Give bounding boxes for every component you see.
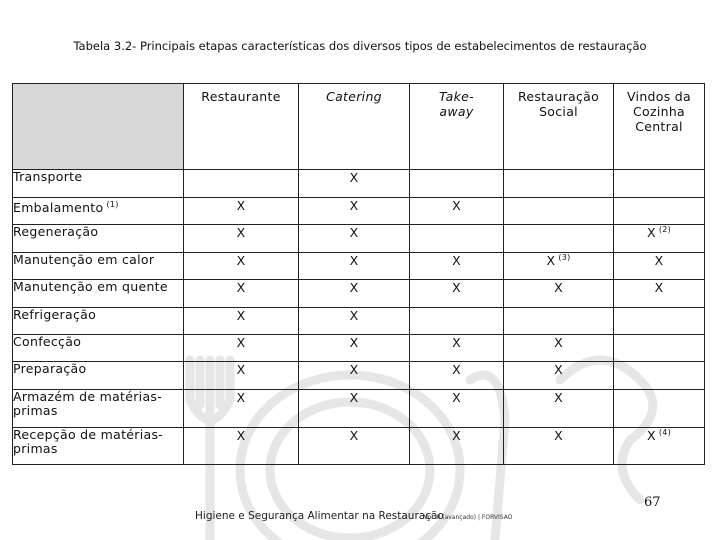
x-mark: X <box>554 335 563 350</box>
mark-cell <box>504 253 614 280</box>
column-header-takeaway <box>410 84 504 170</box>
column-header-line: Restaurante <box>201 89 281 104</box>
mark-cell <box>614 308 705 335</box>
footer-title: Higiene e Segurança Alimentar na Restauração <box>195 510 444 522</box>
mark-cell <box>614 280 705 308</box>
x-mark: X <box>349 280 359 295</box>
x-mark: X <box>349 170 359 185</box>
x-mark: X <box>349 198 359 213</box>
mark-cell <box>614 253 705 280</box>
column-header-line: Restauração <box>517 89 600 104</box>
x-mark: X <box>349 390 359 405</box>
x-mark: X <box>554 362 563 377</box>
mark-cell <box>299 253 410 280</box>
row-label: Regeneração <box>13 224 99 239</box>
mark-cell <box>184 335 299 362</box>
mark-cell <box>299 428 410 465</box>
mark-cell <box>299 308 410 335</box>
table-row <box>13 225 705 253</box>
x-mark: X <box>236 225 246 240</box>
x-mark: X <box>349 308 359 323</box>
mark-cell <box>299 225 410 253</box>
column-header-cozinha-central <box>614 84 705 170</box>
x-mark: X <box>236 280 246 295</box>
row-label-cell <box>13 253 184 280</box>
mark-cell <box>410 335 504 362</box>
page-number: 67 <box>644 495 661 510</box>
mark-cell <box>504 170 614 198</box>
mark-cell <box>614 335 705 362</box>
mark-cell <box>410 428 504 465</box>
table-row <box>13 335 705 362</box>
column-header-line: Social <box>539 104 578 119</box>
x-mark: X <box>554 390 563 405</box>
x-mark: X <box>452 390 461 405</box>
x-mark: X <box>349 253 359 268</box>
mark-footnote-marker: (2) <box>658 225 672 234</box>
row-label: Transporte <box>13 169 83 184</box>
table-row <box>13 253 705 280</box>
x-mark: X <box>452 280 461 295</box>
row-label-cell <box>13 428 184 465</box>
x-mark: X <box>554 280 563 295</box>
mark-cell <box>410 308 504 335</box>
mark-cell <box>504 335 614 362</box>
table-header-row <box>13 84 705 170</box>
column-header-line: Take- <box>439 89 474 104</box>
establishment-stages-table <box>12 83 705 465</box>
table-body <box>13 170 705 465</box>
mark-cell <box>299 198 410 225</box>
mark-cell <box>184 170 299 198</box>
x-mark: X <box>452 335 461 350</box>
mark-cell <box>504 390 614 428</box>
row-label: Manutenção em calor <box>13 252 155 267</box>
mark-cell <box>184 198 299 225</box>
mark-cell <box>410 170 504 198</box>
mark-cell <box>184 225 299 253</box>
row-label-cell <box>13 308 184 335</box>
mark-cell <box>184 390 299 428</box>
column-header-line: Central <box>635 119 683 134</box>
x-mark: X <box>349 335 359 350</box>
table-row <box>13 280 705 308</box>
row-label-cell <box>13 362 184 390</box>
table-row <box>13 362 705 390</box>
mark-cell <box>410 280 504 308</box>
footer-subtitle: Vol. II (avançado) | FORVISAO <box>424 514 513 521</box>
mark-cell <box>184 253 299 280</box>
column-header-line: Vindos da <box>626 89 692 104</box>
column-header-line: Cozinha <box>632 104 685 119</box>
mark-cell <box>299 335 410 362</box>
mark-footnote-marker: (3) <box>558 253 571 262</box>
row-label: Confecção <box>13 334 82 349</box>
mark-cell <box>504 308 614 335</box>
x-mark: X <box>349 362 359 377</box>
row-label-cell <box>13 170 184 198</box>
mark-cell <box>410 253 504 280</box>
table-row <box>13 428 705 465</box>
x-mark: X <box>236 253 246 268</box>
mark-cell <box>299 362 410 390</box>
x-mark: X <box>452 428 461 443</box>
mark-cell <box>410 225 504 253</box>
x-mark: X <box>349 225 359 240</box>
mark-cell <box>504 280 614 308</box>
x-mark: X <box>236 198 246 213</box>
row-footnote-marker: (1) <box>106 200 119 209</box>
row-label: Manutenção em quente <box>13 279 168 294</box>
row-label-cell <box>13 198 184 225</box>
column-header-restaurante <box>184 84 299 170</box>
mark-cell <box>410 390 504 428</box>
row-label: Armazém de matérias- <box>13 389 163 404</box>
x-mark: X <box>654 280 664 295</box>
column-header-catering <box>299 84 410 170</box>
x-mark: X <box>236 362 246 377</box>
mark-cell <box>410 198 504 225</box>
column-header-line: Catering <box>326 89 382 104</box>
mark-cell <box>504 198 614 225</box>
x-mark: X <box>236 390 246 405</box>
mark-cell <box>184 308 299 335</box>
table-row <box>13 198 705 225</box>
row-label-cell <box>13 335 184 362</box>
mark-cell <box>299 170 410 198</box>
x-mark: X <box>646 225 656 240</box>
mark-cell <box>614 390 705 428</box>
column-header-restauracao-social <box>504 84 614 170</box>
mark-cell <box>614 170 705 198</box>
mark-cell <box>184 428 299 465</box>
row-label: Recepção de matérias- <box>13 427 164 442</box>
row-label-continuation: primas <box>13 403 58 418</box>
x-mark: X <box>452 362 461 377</box>
mark-cell <box>299 390 410 428</box>
header-corner <box>13 84 184 170</box>
x-mark: X <box>452 198 461 213</box>
row-label: Refrigeração <box>13 307 97 322</box>
x-mark: X <box>236 335 246 350</box>
table-row <box>13 170 705 198</box>
row-label-cell <box>13 225 184 253</box>
row-label: Embalamento <box>13 200 104 215</box>
table-caption: Tabela 3.2- Principais etapas características dos diversos tipos de estabelecimentos de restauração <box>73 39 647 53</box>
x-mark: X <box>236 428 246 443</box>
row-label-cell <box>13 280 184 308</box>
mark-cell <box>504 362 614 390</box>
mark-cell <box>504 225 614 253</box>
mark-cell <box>614 428 705 465</box>
table-row <box>13 390 705 428</box>
column-header-line: away <box>439 104 474 119</box>
mark-cell <box>184 280 299 308</box>
mark-cell <box>614 225 705 253</box>
mark-footnote-marker: (4) <box>658 428 672 437</box>
x-mark: X <box>452 253 461 268</box>
x-mark: X <box>546 253 556 268</box>
mark-cell <box>184 362 299 390</box>
row-label: Preparação <box>13 361 87 376</box>
table-row <box>13 308 705 335</box>
row-label-continuation: primas <box>13 441 58 456</box>
x-mark: X <box>646 428 656 443</box>
x-mark: X <box>349 428 359 443</box>
row-label-cell <box>13 390 184 428</box>
mark-cell <box>410 362 504 390</box>
mark-cell <box>504 428 614 465</box>
x-mark: X <box>554 428 563 443</box>
mark-cell <box>614 198 705 225</box>
mark-cell <box>614 362 705 390</box>
x-mark: X <box>236 308 246 323</box>
x-mark: X <box>654 253 664 268</box>
mark-cell <box>299 280 410 308</box>
